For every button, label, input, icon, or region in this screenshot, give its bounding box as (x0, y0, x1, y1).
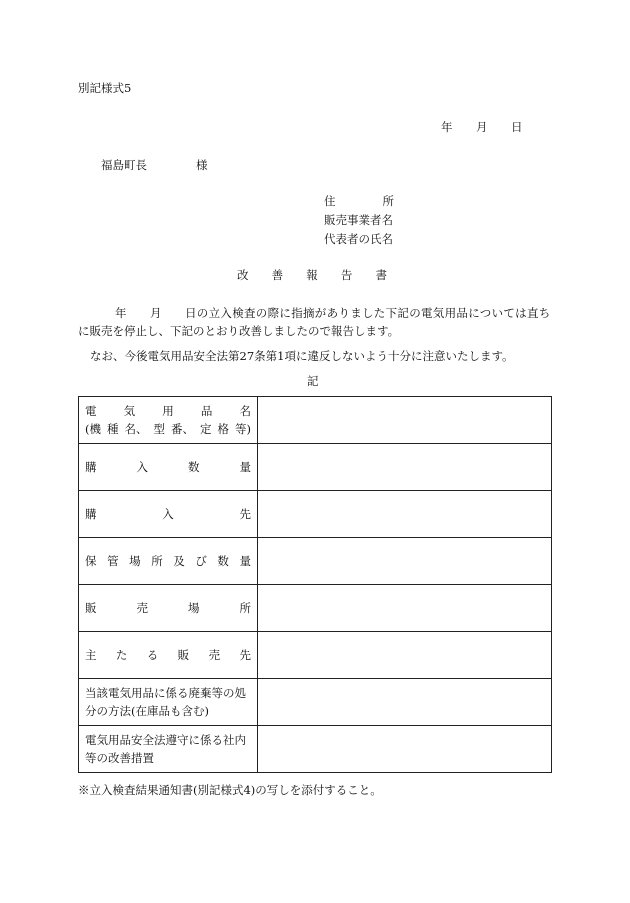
date-day-label: 日 (511, 120, 523, 134)
date-year-label: 年 (441, 120, 453, 134)
document-title: 改 善 報 告 書 (237, 268, 387, 282)
row-label-sales-location: 販 売 場 所 (79, 585, 258, 632)
table-row (79, 632, 552, 679)
table-row (79, 397, 552, 444)
representative-name-label: 代表者の氏名 (324, 232, 393, 246)
row-label-purchased-from: 購 入 先 (79, 491, 258, 538)
row-value-purchased-from[interactable] (258, 491, 552, 538)
row-label-purchase-quantity: 購 入 数 量 (79, 444, 258, 491)
table-row (79, 679, 552, 726)
row-value-disposal-method[interactable] (258, 679, 552, 726)
table-row (79, 726, 552, 773)
date-month-label: 月 (476, 120, 488, 134)
table-row (79, 491, 552, 538)
row-label-product-name: 電 気 用 品 名 (機 種 名、 型 番、 定 格 等) (79, 397, 258, 444)
table-row (79, 538, 552, 585)
items-table (78, 396, 552, 773)
row-label-main-customers: 主 た る 販 売 先 (79, 632, 258, 679)
row-label-disposal-method: 当該電気用品に係る廃棄等の処分の方法(在庫品も含む) (79, 679, 258, 726)
form-number: 別記様式5 (78, 81, 132, 95)
row-label-storage-location: 保 管 場 所 及 び 数 量 (79, 538, 258, 585)
table-row (79, 444, 552, 491)
addressee-honorific: 様 (196, 158, 208, 172)
body-line-3: なお、今後電気用品安全法第27条第1項に違反しないよう十分に注意いたします。 (90, 349, 514, 363)
row-value-product-name[interactable] (258, 397, 552, 444)
row-value-main-customers[interactable] (258, 632, 552, 679)
ki-label: 記 (307, 374, 319, 388)
row-value-purchase-quantity[interactable] (258, 444, 552, 491)
row-label-improvement-measures: 電気用品安全法遵守に係る社内等の改善措置 (79, 726, 258, 773)
body-line-2: に販売を停止し、下記のとおり改善しましたので報告します。 (78, 324, 400, 338)
business-name-label: 販売事業者名 (324, 213, 393, 227)
row-value-storage-location[interactable] (258, 538, 552, 585)
footnote: ※立入検査結果通知書(別記様式4)の写しを添付すること。 (78, 783, 382, 797)
table-row (79, 585, 552, 632)
addressee-name: 福島町長 (101, 158, 147, 172)
row-value-improvement-measures[interactable] (258, 726, 552, 773)
address-label: 住 所 (324, 194, 394, 208)
row-value-sales-location[interactable] (258, 585, 552, 632)
